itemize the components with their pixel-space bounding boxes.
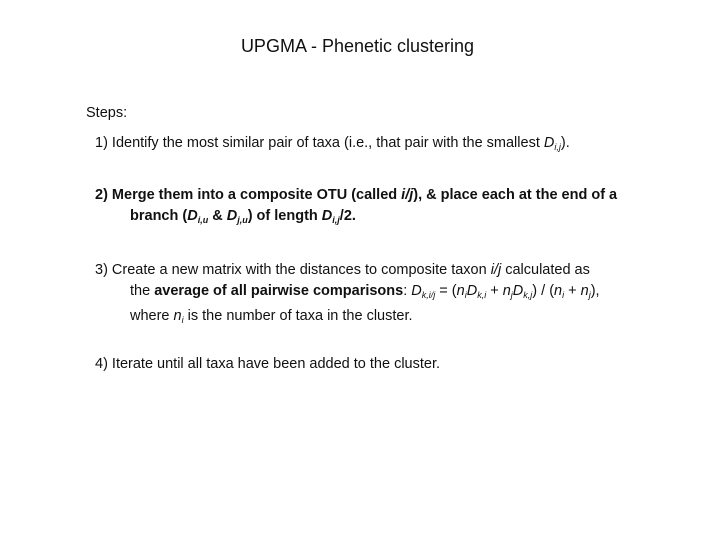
text-segment: n [456, 283, 465, 299]
subscript: j,u [237, 215, 248, 225]
step-line [95, 306, 695, 331]
text-segment: D [411, 283, 422, 299]
step-4 [95, 354, 695, 375]
text-segment: n [580, 283, 589, 299]
text-segment: + [564, 283, 581, 299]
text-segment: calculated as [501, 262, 590, 278]
step-line [95, 185, 695, 206]
text-segment: ) / ( [532, 283, 555, 299]
text-segment: : [403, 283, 412, 299]
subscript: i [181, 315, 184, 325]
subscript: j [588, 290, 591, 300]
subscript: i,j [554, 142, 561, 152]
subscript: k,i [477, 290, 487, 300]
text-segment: ). [560, 135, 570, 151]
text-segment: D [543, 135, 555, 151]
text-segment: average of all pairwise comparisons [154, 283, 404, 299]
text-segment: n [173, 308, 182, 324]
subscript: k,i/j [421, 290, 436, 300]
text-segment: branch ( [130, 208, 188, 224]
subscript: i,j [332, 215, 340, 225]
subscript: i [464, 290, 467, 300]
step-3 [95, 260, 695, 331]
step-line [95, 260, 695, 281]
text-segment: n [502, 283, 511, 299]
text-segment: i/j [401, 187, 414, 203]
step-line [95, 133, 695, 158]
text-segment: ) of length [247, 208, 322, 224]
step-line [95, 281, 695, 306]
text-segment: n [554, 283, 563, 299]
text-segment: + [486, 283, 503, 299]
steps-label: Steps: [86, 105, 128, 121]
text-segment: D [321, 208, 333, 224]
text-segment: is the number of taxa in the cluster. [183, 308, 413, 324]
text-segment: D [187, 208, 198, 224]
text-segment: D [512, 283, 524, 299]
text-segment: 1) Identify the most similar pair of taxa (i.e., that pair with the smallest [95, 135, 544, 151]
text-segment: & [208, 208, 227, 224]
text-segment: ), & place each at the end of a [413, 187, 618, 203]
text-segment: 3) Create a new matrix with the distances to composite taxon [95, 262, 491, 278]
step-1 [95, 133, 695, 158]
slide-title: UPGMA - Phenetic clustering [240, 36, 475, 56]
subscript: i [562, 290, 565, 300]
step-2 [95, 185, 695, 231]
text-segment: 2) Merge them into a composite OTU (called [95, 187, 402, 203]
subscript: k,j [523, 290, 533, 300]
text-segment: 4) Iterate until all taxa have been added to the cluster. [95, 356, 441, 372]
text-segment: D [466, 283, 478, 299]
subscript: j [510, 290, 513, 300]
text-segment: /2. [339, 208, 356, 224]
subscript: i,u [197, 215, 209, 225]
step-line [95, 206, 695, 231]
step-line [95, 354, 695, 375]
text-segment: ), [590, 283, 600, 299]
text-segment: the [130, 283, 155, 299]
text-segment: D [226, 208, 238, 224]
text-segment: = ( [435, 283, 457, 299]
text-segment: i/j [490, 262, 502, 278]
text-segment: where [130, 308, 174, 324]
